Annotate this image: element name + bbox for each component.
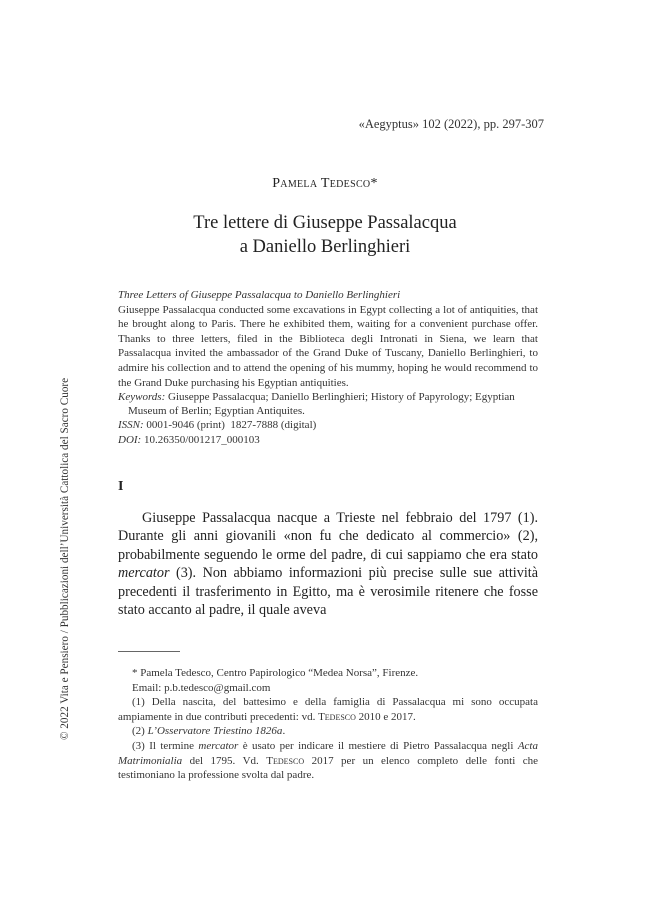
author-line	[0, 176, 650, 192]
journal-reference: «Aegyptus» 102 (2022), pp. 297-307	[358, 117, 544, 131]
abstract	[118, 288, 538, 390]
footnote-text: è usato per indicare il mestiere di Pietro Passalacqua negli	[238, 739, 518, 752]
author-footnote-marker: *	[370, 176, 378, 191]
footnote-emphasis: L’Osservatore Triestino 1826a	[147, 725, 283, 738]
footnote-email: Email: p.b.tedesco@gmail.com	[132, 681, 271, 694]
article-title	[0, 211, 650, 259]
doi	[118, 433, 538, 447]
keywords-label: Keywords:	[118, 391, 166, 403]
keywords-line-1: Giuseppe Passalacqua; Daniello Berlinghieri; History of Papyrology; Egyptian	[168, 391, 515, 403]
keywords	[118, 390, 538, 404]
body-text	[118, 509, 538, 619]
side-copyright: © 2022 Vita e Pensiero / Pubblicazioni dell’Università Cattolica del Sacro Cuore	[59, 377, 71, 740]
footnote-divider	[118, 651, 180, 652]
doi-value: 10.26350/001217_000103	[143, 433, 260, 446]
title-line-2: a Daniello Berlinghieri	[239, 237, 411, 257]
footnote-text: (3) Il termine	[132, 739, 199, 752]
issn-label: ISSN:	[118, 419, 144, 432]
author-name: Pamela Tedesco	[272, 176, 371, 191]
section-heading: I	[118, 479, 124, 494]
footnotes	[118, 666, 538, 783]
abstract-text: Giuseppe Passalacqua conducted some excavations in Egypt collecting a lot of antiquities, that he brought along to Paris. There he exhibited them, waiting for a convenient purchase offer. Thanks to three letters, filed in the Biblioteca degli Intronati in Siena, we learn that Passalacqua invited the ambassador of the Grand Duke of Tuscany, Daniello Berlinghieri, to admire his collection and to attend the opening of his mummy, hoping he would recommend to the Grand Duke purchasing his Egyptian antiquities.	[118, 303, 538, 389]
footnote-1	[118, 695, 538, 724]
footnote-author: * Pamela Tedesco, Centro Papirologico “Medea Norsa”, Firenze.	[132, 667, 419, 679]
footnote-text: 2010 e 2017.	[355, 710, 416, 723]
keywords-line-2: Museum of Berlin; Egyptian Antiquites.	[128, 405, 305, 418]
footnote-2	[118, 724, 538, 739]
footnote-3	[118, 739, 538, 783]
body-text-run: Giuseppe Passalacqua nacque a Trieste nel febbraio del 1797 (1). Durante gli anni giovanili «non fu che dedicato al commercio» (2), probabilmente seguendo le orme del padre, di cui sappiamo che era stato	[118, 510, 538, 563]
body-emphasis: mercator	[118, 565, 170, 582]
issn-value: 0001-9046 (print) 1827-7888 (digital)	[146, 419, 317, 432]
footnote-text: del 1795. Vd.	[182, 754, 267, 767]
footnote-emphasis: mercator	[198, 739, 239, 752]
body-paragraph	[118, 509, 538, 619]
article-metadata	[118, 390, 538, 447]
title-line-1: Tre lettere di Giuseppe Passalacqua	[193, 213, 457, 233]
footnote-citation: Tedesco	[318, 710, 356, 723]
footnote-text: (1) Della nascita, del battesimo e della famiglia di Passalacqua mi sono occupata ampiamente in due contributi precedenti: vd.	[118, 696, 538, 723]
abstract-title: Three Letters of Giuseppe Passalacqua to Daniello Berlinghieri	[118, 289, 401, 301]
footnote-emphasis: Acta Matrimonialia	[118, 739, 538, 767]
doi-label: DOI:	[118, 433, 142, 446]
footnote-text: .	[282, 725, 286, 738]
footnote-text: 2017 per un elenco completo delle fonti che testimoniano la professione svolta dal padre.	[118, 754, 538, 782]
footnote-text: (2)	[132, 725, 148, 738]
body-text-run: (3). Non abbiamo informazioni più precise sulle sue attività precedenti il trasferimento in Egitto, ma è verosimile ritenere che fosse stato accanto al padre, il quale aveva	[118, 565, 538, 619]
footnote-citation: Tedesco	[266, 754, 305, 767]
issn	[118, 418, 538, 432]
